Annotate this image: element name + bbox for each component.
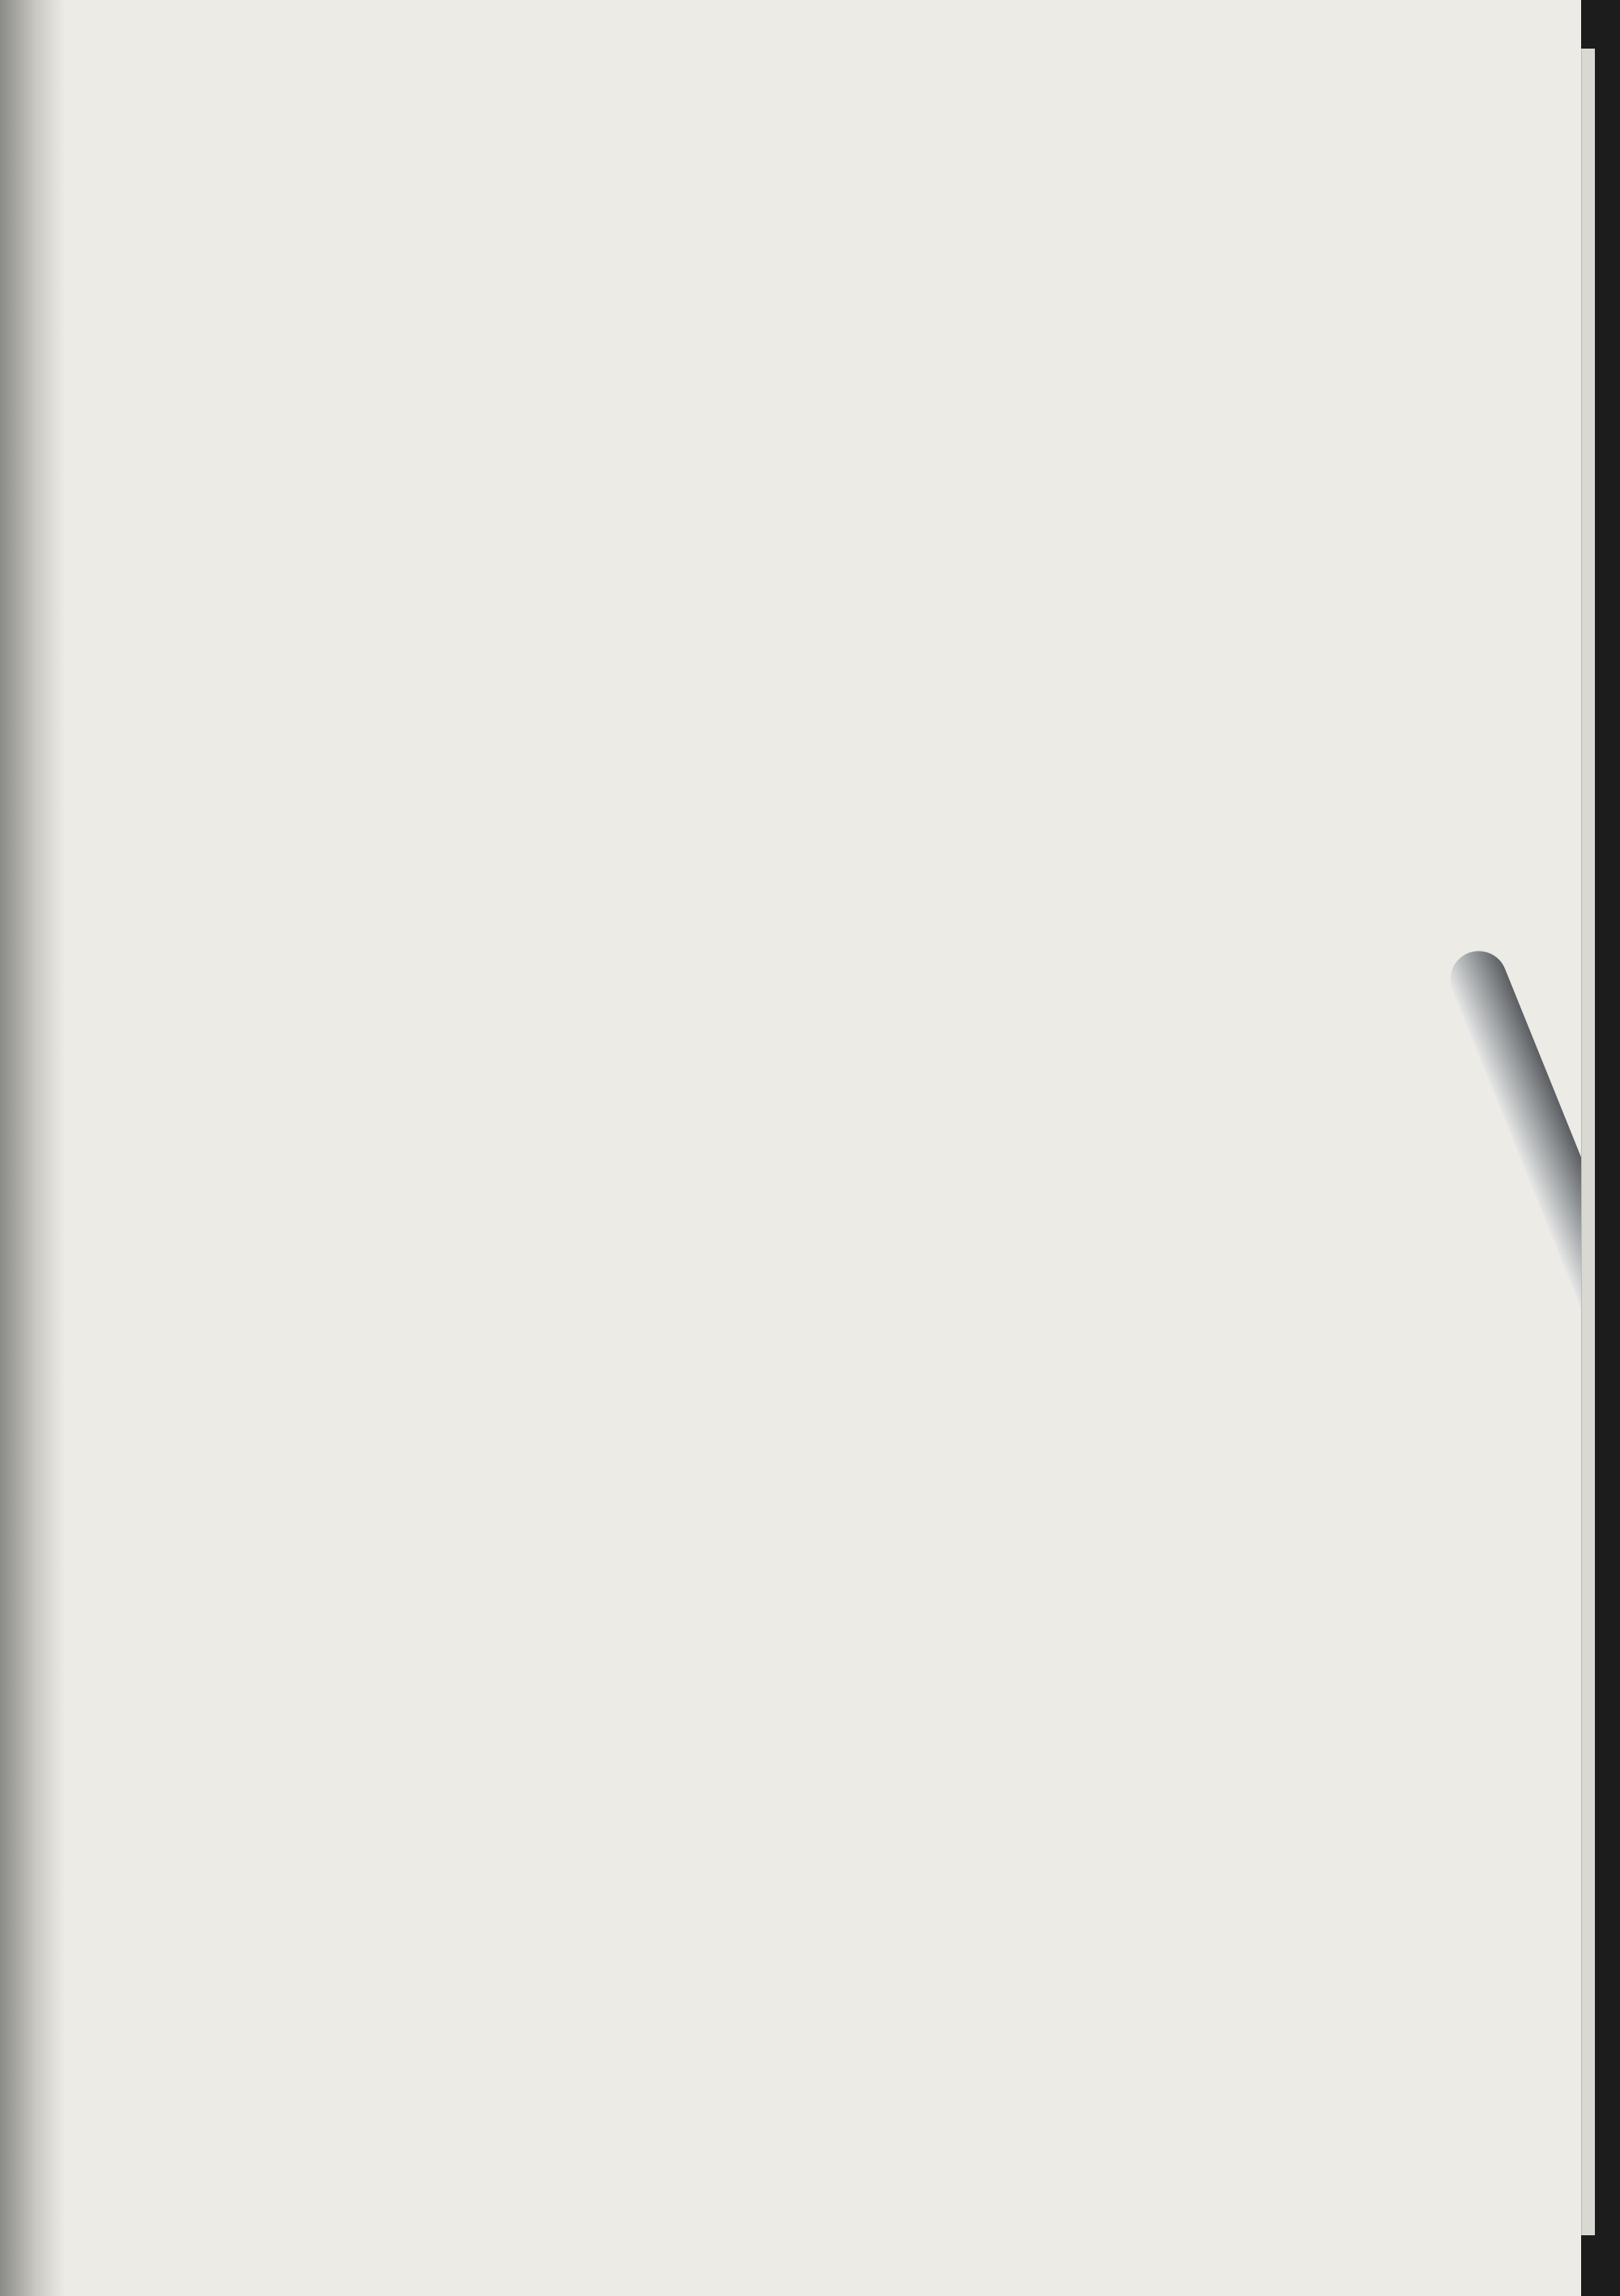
page-stack-edge (1581, 49, 1595, 2235)
book-binding (0, 0, 65, 2296)
tweezers-object (1442, 943, 1581, 1445)
